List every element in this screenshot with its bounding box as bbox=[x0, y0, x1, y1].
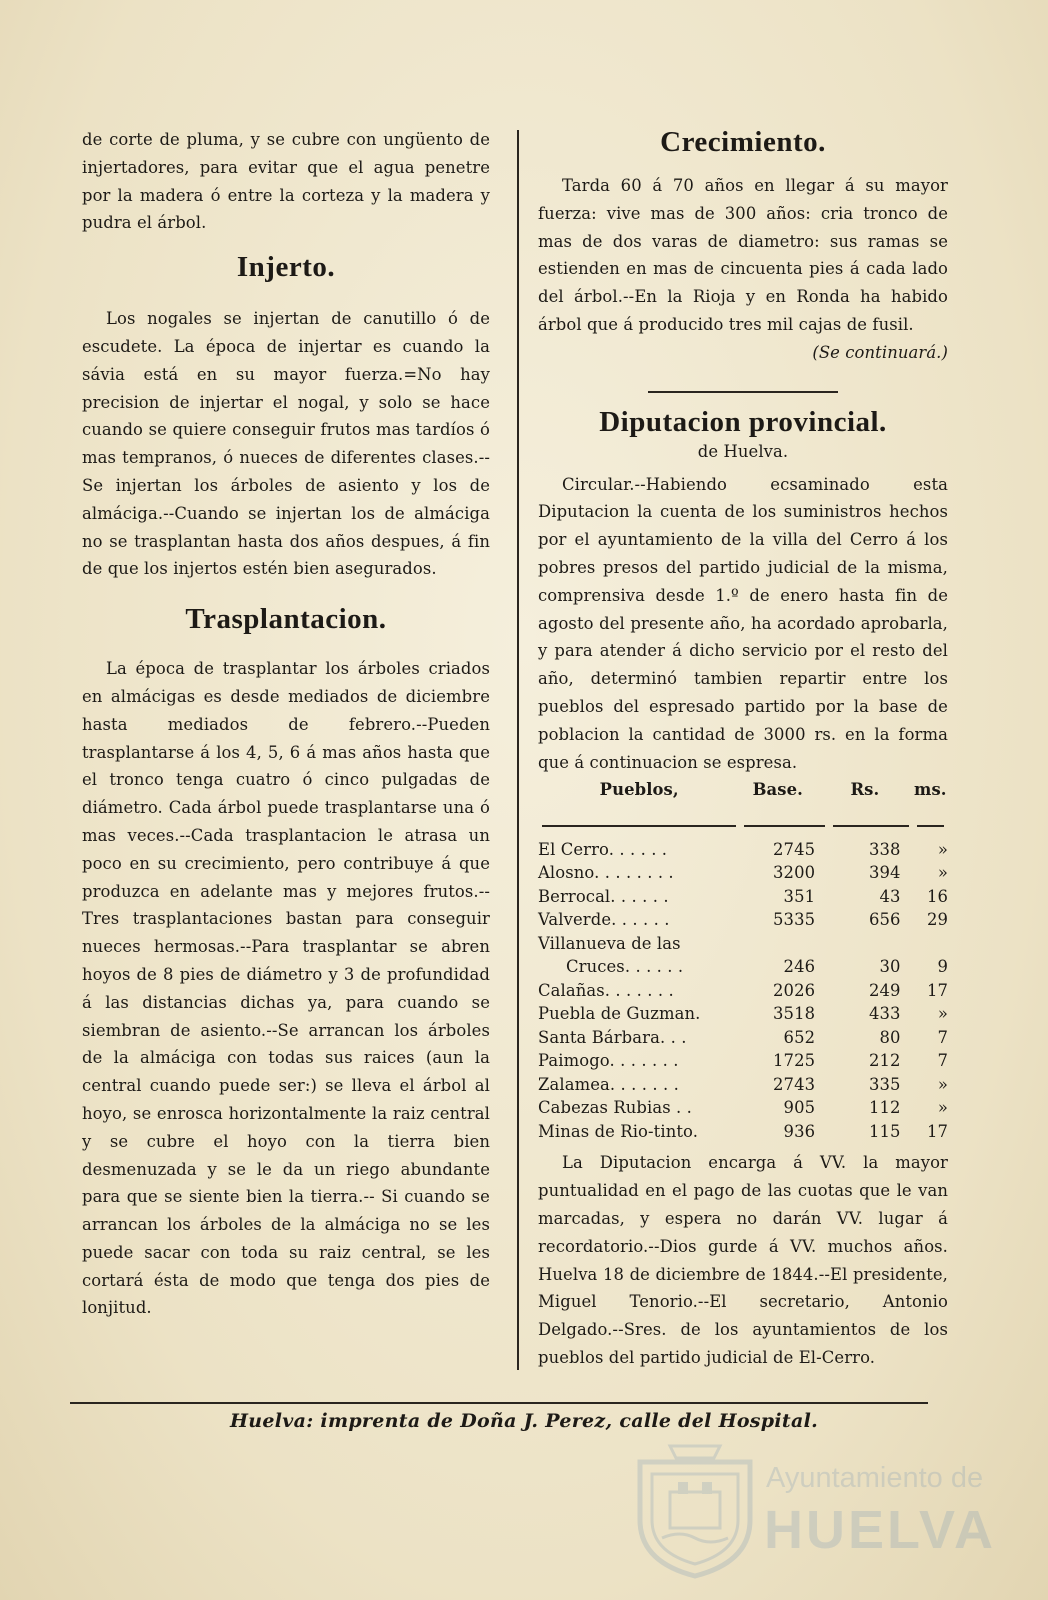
table-row bbox=[538, 885, 948, 909]
row-ms: 29 bbox=[926, 910, 948, 930]
row-base: 2743 bbox=[773, 1074, 816, 1094]
trasplantacion-heading: Trasplantacion. bbox=[185, 603, 387, 636]
pueblos-table bbox=[538, 776, 948, 1143]
row-rs: 656 bbox=[869, 910, 901, 930]
row-rs: 249 bbox=[869, 980, 901, 1000]
table-row bbox=[538, 908, 948, 932]
row-base: 1725 bbox=[773, 1051, 816, 1071]
row-rs: 43 bbox=[879, 886, 901, 906]
row-rs: 394 bbox=[869, 863, 901, 883]
row-base: 905 bbox=[783, 1098, 816, 1118]
watermark-line-1: Ayuntamiento de bbox=[766, 1462, 984, 1494]
row-rs: 80 bbox=[879, 1027, 901, 1047]
header-ms: ms. bbox=[914, 780, 947, 800]
row-ms: 7 bbox=[937, 1051, 948, 1071]
table-header-row bbox=[538, 776, 948, 814]
trasplantacion-paragraph: La época de trasplantar los árboles criados en almácigas es desde mediados de diciembre hasta mediados de febrero.--Pueden trasplantarse á los 4, 5, 6 á mas años hasta que el tronco tenga cuatro ó cinco pulgadas de diámetro. Cada árbol puede trasplantarse una ó mas veces.--Cada trasplantacion le atrasa un poco en su crecimiento, pero contribuye á que produzca en adelante mas y mejores frutos.--Tres trasplantaciones bastan para conseguir nueces hermosas.--Para trasplantar se abren hoyos de 8 pies de diámetro y 3 de profundidad á las distancias dichas ya, para cuando se siembran de asiento.--Se arrancan los árboles de la almáciga con todas sus raices (aun la central cuando puede ser:) se lleva el árbol al hoyo, se enrosca horizontalmente la raiz central y se cubre el hoyo con la tierra bien desmenuzada y se le da un riego abundante para que se siente bien la tierra.-- Si cuando se arrancan los árboles de la almáciga no se les puede sacar con toda su raiz central, se les cortará ésta de modo que tenga dos pies de lonjitud. bbox=[82, 659, 490, 1318]
intro-paragraph: de corte de pluma, y se cubre con ungüento de injertadores, para evitar que el agua penetre por la madera ó entre la corteza y la madera y pudra el árbol. bbox=[82, 130, 490, 233]
row-base: 936 bbox=[783, 1121, 816, 1141]
table-row bbox=[538, 1049, 948, 1073]
circular-paragraph: Circular.--Habiendo ecsaminado esta Diputacion la cuenta de los suministros hechos por el ayuntamiento de la villa del Cerro á los pobres presos del partido judicial de la misma, comprensiva desde 1.º de enero hasta fin de agosto del presente año, ha acordado aprobarla, y para atender á dicho servicio por el resto del año, determinó tambien repartir entre los pueblos del espresado partido por la base de poblacion la cantidad de 3000 rs. en la forma que á continuacion se espresa. bbox=[538, 474, 948, 772]
table-row bbox=[538, 1002, 948, 1026]
header-base: Base. bbox=[752, 780, 803, 800]
row-ms: 7 bbox=[937, 1027, 948, 1047]
row-ms: » bbox=[937, 839, 948, 859]
imprint-line: Huelva: imprenta de Doña J. Perez, calle del Hospital. bbox=[229, 1410, 819, 1432]
header-rule bbox=[829, 814, 912, 838]
row-base: 2745 bbox=[773, 839, 816, 859]
table-row bbox=[538, 1096, 948, 1120]
table-row bbox=[538, 861, 948, 885]
header-rule bbox=[913, 814, 948, 838]
row-base: 652 bbox=[783, 1027, 816, 1047]
header-rule bbox=[538, 814, 740, 838]
row-name: Calañas. . . . . . . bbox=[538, 980, 674, 1000]
watermark bbox=[630, 1440, 996, 1580]
table-row bbox=[538, 1026, 948, 1050]
row-name: Cruces. . . . . . bbox=[566, 957, 684, 977]
row-name: Zalamea. . . . . . . bbox=[538, 1074, 679, 1094]
crecimiento-paragraph: Tarda 60 á 70 años en llegar á su mayor fuerza: vive mas de 300 años: cria tronco de mas de dos varas de diametro: sus ramas se estienden en mas de cincuenta pies á cada lado del árbol.--En la Rioja y en Ronda ha habido árbol que á producido tres mil cajas de fusil. bbox=[538, 176, 948, 334]
left-column bbox=[82, 126, 490, 1322]
table-row bbox=[538, 932, 948, 956]
row-rs: 212 bbox=[869, 1051, 901, 1071]
row-ms: » bbox=[937, 1098, 948, 1118]
header-rs: Rs. bbox=[850, 780, 880, 800]
table-row bbox=[538, 955, 948, 979]
column-divider bbox=[517, 130, 519, 1370]
row-name: Paimogo. . . . . . . bbox=[538, 1051, 679, 1071]
row-rs: 115 bbox=[869, 1121, 901, 1141]
row-ms: 17 bbox=[926, 1121, 948, 1141]
row-name: Berrocal. . . . . . bbox=[538, 886, 669, 906]
row-name: Puebla de Guzman. bbox=[538, 1004, 701, 1024]
section-divider bbox=[648, 391, 838, 393]
footer-rule bbox=[70, 1402, 928, 1404]
table-row bbox=[538, 979, 948, 1003]
row-ms: 17 bbox=[926, 980, 948, 1000]
row-rs: 30 bbox=[879, 957, 901, 977]
row-name: Valverde. . . . . . bbox=[538, 910, 670, 930]
table-row bbox=[538, 1120, 948, 1144]
table-row bbox=[538, 838, 948, 862]
row-name: Alosno. . . . . . . . bbox=[538, 863, 674, 883]
row-name: Minas de Rio-tinto. bbox=[538, 1121, 699, 1141]
crecimiento-heading: Crecimiento. bbox=[660, 126, 826, 158]
row-base: 246 bbox=[783, 957, 816, 977]
row-base: 5335 bbox=[773, 910, 816, 930]
closing-paragraph: La Diputacion encarga á VV. la mayor puntualidad en el pago de las cuotas que le van marcadas, y espera no darán VV. lugar á recordatorio.--Dios gurde á VV. muchos años. Huelva 18 de diciembre de 1844.--El presidente, Miguel Tenorio.--El secretario, Antonio Delgado.--Sres. de los ayuntamientos de los pueblos del partido judicial de El-Cerro. bbox=[538, 1153, 948, 1367]
row-rs: 335 bbox=[869, 1074, 901, 1094]
row-name: Cabezas Rubias . . bbox=[538, 1098, 692, 1118]
row-ms: 16 bbox=[926, 886, 948, 906]
row-ms: » bbox=[937, 1004, 948, 1024]
row-base: 3200 bbox=[773, 863, 816, 883]
row-name: El Cerro. . . . . . bbox=[538, 839, 668, 859]
row-base: 2026 bbox=[773, 980, 816, 1000]
diputacion-heading: Diputacion provincial. bbox=[599, 405, 887, 438]
right-column bbox=[538, 126, 948, 1372]
row-name: Santa Bárbara. . . bbox=[538, 1027, 687, 1047]
injerto-heading: Injerto. bbox=[236, 251, 336, 284]
header-rule bbox=[740, 814, 829, 838]
injerto-paragraph: Los nogales se injertan de canutillo ó de escudete. La época de injertar es cuando la sávia está en su mayor fuerza.=No hay precision de injertar el nogal, y solo se hace cuando se quiere conseguir frutos mas tardíos ó mas tempranos, ó nueces de diferentes clases.--Se injertan los árboles de asiento y los de almáciga.--Cuando se injertan los de almáciga no se trasplantan hasta dos años despues, á fin de que los injertos estén bien asegurados. bbox=[82, 309, 490, 579]
row-rs: 112 bbox=[869, 1098, 901, 1118]
row-ms: » bbox=[937, 1074, 948, 1094]
row-ms: » bbox=[937, 863, 948, 883]
row-rs: 433 bbox=[869, 1004, 901, 1024]
header-pueblos: Pueblos, bbox=[599, 780, 679, 800]
city-shield-icon bbox=[630, 1440, 760, 1580]
continuara-note: (Se continuará.) bbox=[812, 342, 948, 362]
watermark-line-2: HUELVA bbox=[764, 1500, 996, 1560]
row-base: 351 bbox=[783, 886, 816, 906]
row-ms: 9 bbox=[937, 957, 948, 977]
row-rs: 338 bbox=[869, 839, 901, 859]
diputacion-subheading: de Huelva. bbox=[697, 441, 789, 461]
row-name: Villanueva de las bbox=[538, 933, 681, 953]
row-base: 3518 bbox=[773, 1004, 816, 1024]
table-row bbox=[538, 1073, 948, 1097]
header-rule-row bbox=[538, 814, 948, 838]
